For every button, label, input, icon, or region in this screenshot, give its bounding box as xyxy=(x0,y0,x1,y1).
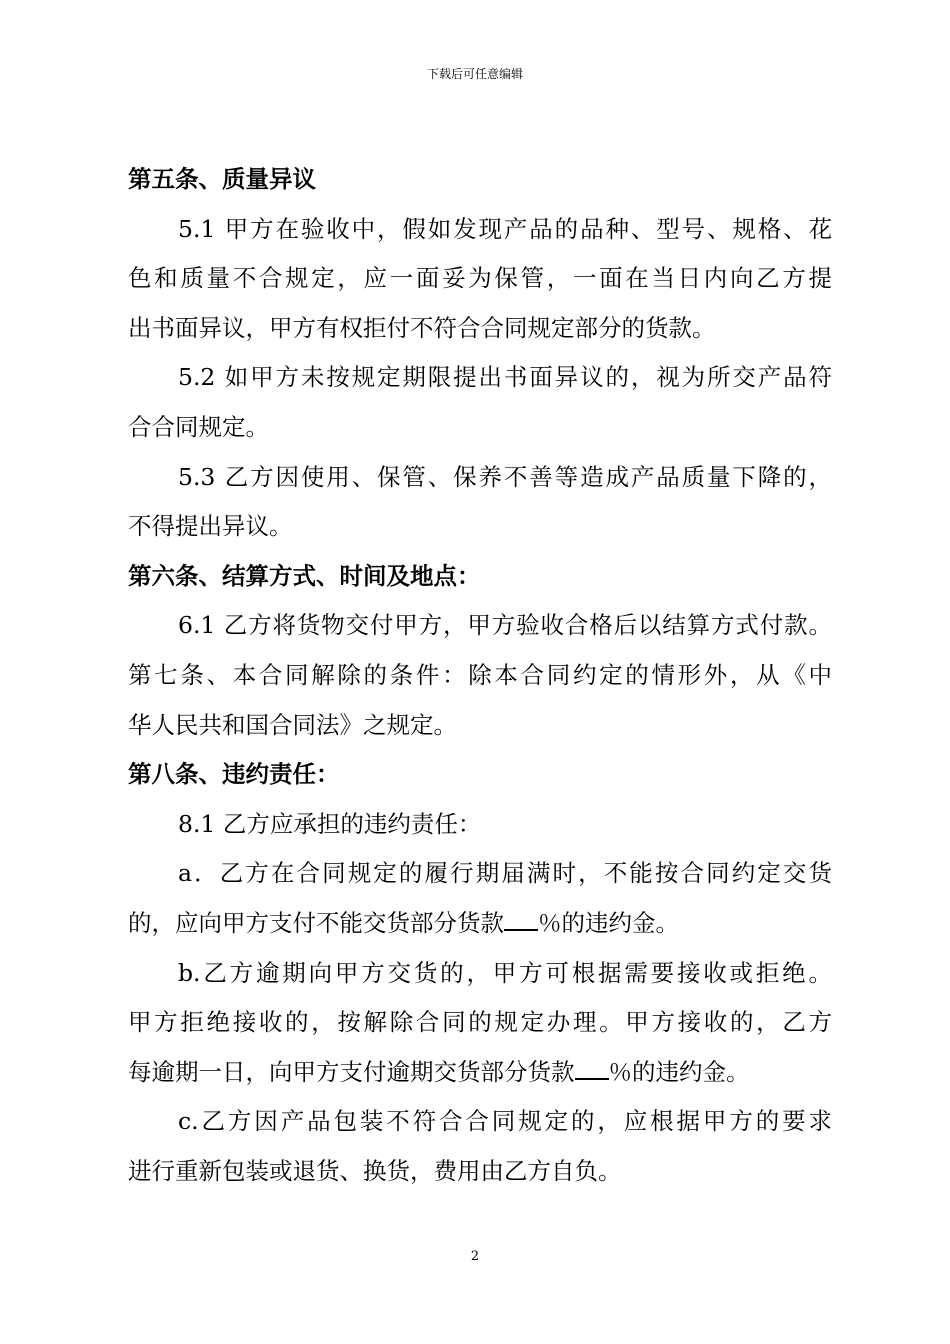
document-body xyxy=(128,155,832,1196)
percentage-blank xyxy=(504,909,538,931)
paragraph-line: 5.2 如甲方未按规定期限提出书面异议的，视为所交产品符 xyxy=(178,363,832,392)
article-5-heading: 第五条、质量异议 xyxy=(128,165,316,193)
paragraph-line: 不得提出异议。 xyxy=(128,512,293,541)
percentage-blank xyxy=(575,1058,609,1080)
paragraph-line xyxy=(128,899,832,949)
line-text-after-blank: ％的违约金。 xyxy=(538,908,679,937)
paragraph-line xyxy=(128,1048,832,1098)
paragraph-line: 8.1 乙方应承担的违约责任： xyxy=(178,809,482,838)
page-header: 下载后可任意编辑 xyxy=(426,67,523,81)
paragraph-line: c.乙方因产品包装不符合合同规定的，应根据甲方的要求 xyxy=(178,1107,832,1136)
article-7-line: 第七条、本合同解除的条件：除本合同约定的情形外，从《中 xyxy=(128,660,832,689)
line-text-before-blank: 每逾期一日，向甲方支付逾期交货部分货款 xyxy=(128,1057,575,1086)
paragraph-line: 5.1 甲方在验收中，假如发现产品的品种、型号、规格、花 xyxy=(178,214,832,243)
paragraph-line: b.乙方逾期向甲方交货的，甲方可根据需要接收或拒绝。 xyxy=(178,958,832,987)
article-6-heading: 第六条、结算方式、时间及地点： xyxy=(128,561,481,590)
paragraph-line: 进行重新包装或退货、换货，费用由乙方自负。 xyxy=(128,1156,622,1185)
paragraph-line: 6.1 乙方将货物交付甲方，甲方验收合格后以结算方式付款。 xyxy=(178,611,832,640)
page-number: 2 xyxy=(470,1249,480,1264)
line-text-before-blank: 的，应向甲方支付不能交货部分货款 xyxy=(128,908,504,937)
paragraph-line: 合合同规定。 xyxy=(128,412,269,441)
paragraph-line: a．乙方在合同规定的履行期届满时，不能按合同约定交货 xyxy=(178,859,832,888)
paragraph-line: 甲方拒绝接收的，按解除合同的规定办理。甲方接收的，乙方 xyxy=(128,1008,832,1037)
paragraph-line: 出书面异议，甲方有权拒付不符合合同规定部分的货款。 xyxy=(128,313,716,342)
paragraph-line: 5.3 乙方因使用、保管、保养不善等造成产品质量下降的， xyxy=(178,462,832,491)
article-8-heading: 第八条、违约责任： xyxy=(128,760,340,789)
paragraph-line: 华人民共和国合同法》之规定。 xyxy=(128,710,457,739)
line-text-after-blank: ％的违约金。 xyxy=(608,1057,750,1086)
paragraph-line: 色和质量不合规定，应一面妥为保管，一面在当日内向乙方提 xyxy=(128,264,832,293)
